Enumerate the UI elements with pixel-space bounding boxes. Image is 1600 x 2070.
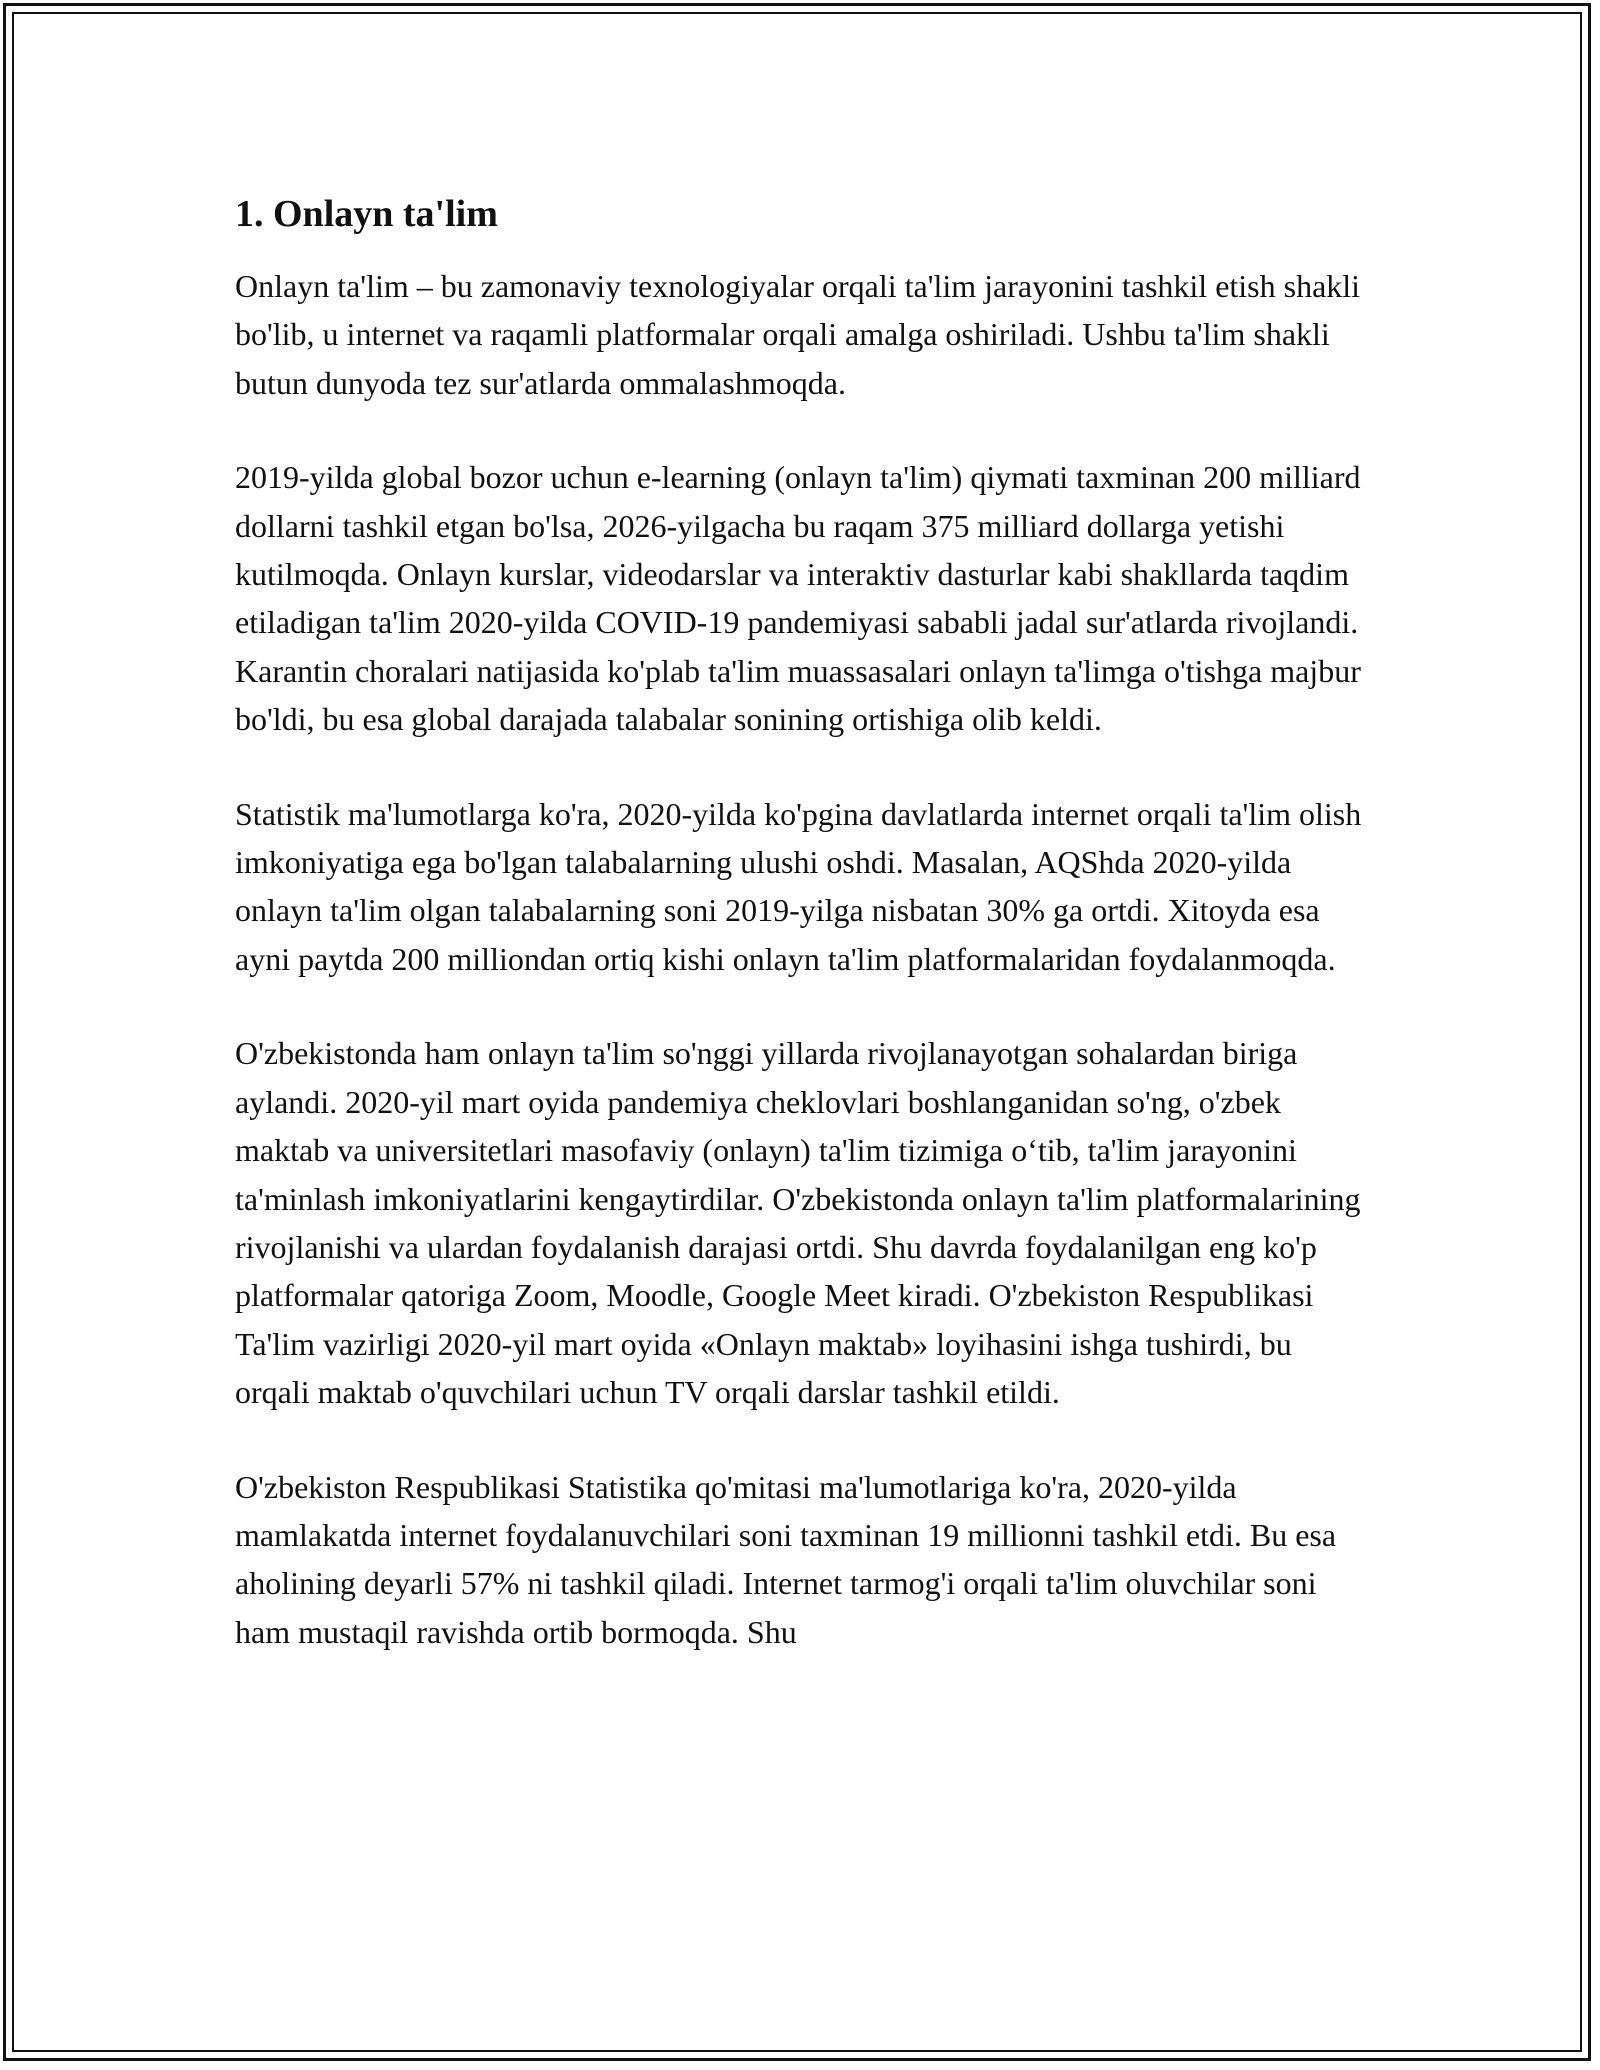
document-body [235, 186, 1365, 1702]
paragraph-statistics: Statistik ma'lumotlarga ko'ra, 2020-yilda ko'pgina davlatlarda internet orqali ta'lim olish imkoniyatiga ega bo'lgan talabalarning ulushi oshdi. Masalan, AQShda 2020-yilda onlayn ta'lim olgan talabalarning soni 2019-yilga nisbatan 30% ga ortdi. Xitoyda esa ayni paytda 200 milliondan ortiq kishi onlayn ta'lim platformalaridan foydalanmoqda. [235, 795, 1362, 977]
paragraph-intro: Onlayn ta'lim – bu zamonaviy texnologiyalar orqali ta'lim jarayonini tashkil etish shakli bo'lib, u internet va raqamli platformalar orqali amalga oshiriladi. Ushbu ta'lim shakli butun dunyoda tez sur'atlarda ommalashmoqda. [235, 268, 1361, 401]
section-heading: 1. Onlayn ta'lim [235, 193, 498, 235]
paragraph-uzbekistan: O'zbekistonda ham onlayn ta'lim so'nggi yillarda rivojlanayotgan sohalardan biriga aylandi. 2020-yil mart oyida pandemiya cheklovlari boshlanganidan so'ng, o'zbek maktab va universitetlari masofaviy (onlayn) ta'lim tizimiga oʻtib, ta'lim jarayonini ta'minlash imkoniyatlarini kengaytirdilar. O'zbekistonda onlayn ta'lim platformalarining rivojlanishi va ulardan foydalanish darajasi ortdi. Shu davrda foydalanilgan eng ko'p platformalar qatoriga Zoom, Moodle, Google Meet kiradi. O'zbekiston Respublikasi Ta'lim vazirligi 2020-yil mart oyida «Onlayn maktab» loyihasini ishga tushirdi, bu orqali maktab o'quvchilari uchun TV orqali darslar tashkil etildi. [235, 1035, 1361, 1411]
paragraph-uzbekistan-statistics: O'zbekiston Respublikasi Statistika qo'mitasi ma'lumotlariga ko'ra, 2020-yilda mamlakatda internet foydalanuvchilari soni taxminan 19 millionni tashkil etdi. Bu esa aholining deyarli 57% ni tashkil qiladi. Internet tarmog'i orqali ta'lim oluvchilar soni ham mustaqil ravishda ortib bormoqda. Shu [235, 1468, 1337, 1650]
paragraph-global-market: 2019-yilda global bozor uchun e-learning (onlayn ta'lim) qiymati taxminan 200 milliard dollarni tashkil etgan bo'lsa, 2026-yilgacha bu raqam 375 milliard dollarga yetishi kutilmoqda. Onlayn kurslar, videodarslar va interaktiv dasturlar kabi shakllarda taqdim etiladigan ta'lim 2020-yilda COVID-19 pandemiyasi sababli jadal sur'atlarda rivojlandi. Karantin choralari natijasida ko'plab ta'lim muassasalari onlayn ta'limga o'tishga majbur bo'ldi, bu esa global darajada talabalar sonining ortishiga olib keldi. [235, 459, 1361, 738]
